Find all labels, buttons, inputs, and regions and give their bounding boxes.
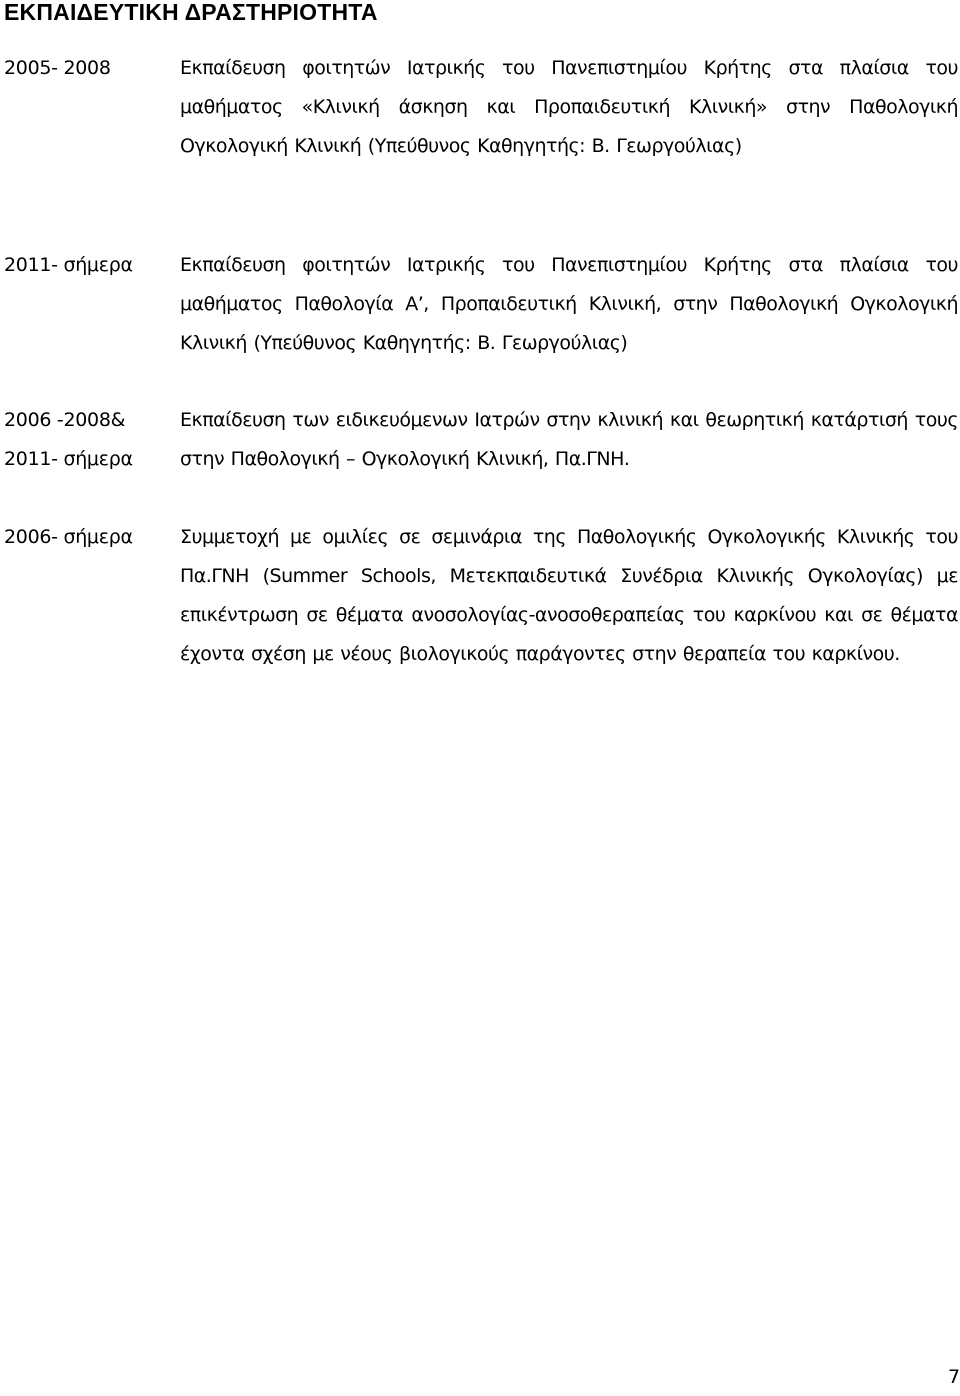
entry-date [4, 518, 174, 557]
entry-text: Εκπαίδευση των ειδικευόμενων Ιατρών στην κλινική και θεωρητική κατάρτισή τους στην Παθολογική – Ογκολογική Κλινική, Πα.ΓΝΗ. [180, 409, 958, 470]
section-title: ΕΚΠΑΙΔΕΥΤΙΚΗ ΔΡΑΣΤΗΡΙΟΤΗΤΑ [4, 0, 378, 25]
entry-date-line: 2011- σήμερα [4, 448, 133, 470]
entry-date [4, 401, 174, 479]
entry-date [4, 246, 174, 285]
entry-date-line: 2005- 2008 [4, 57, 111, 79]
page-number: 7 [948, 1366, 960, 1388]
entry-text: Συμμετοχή με ομιλίες σε σεμινάρια της Παθολογικής Ογκολογικής Κλινικής του Πα.ΓΝΗ (Summer Schools, Μετεκπαιδευτικά Συνέδρια Κλινικής Ογκολογίας) με επικέντρωση σε θέματα ανοσολογίας-ανοσοθεραπείας του καρκίνου και σε θέματα έχοντα σχέση με νέους βιολογικούς παράγοντες στην θεραπεία του καρκίνου. [180, 526, 958, 665]
entry-date-line: 2011- σήμερα [4, 254, 133, 276]
entry-text: Εκπαίδευση φοιτητών Ιατρικής του Πανεπιστημίου Κρήτης στα πλαίσια του μαθήματος Παθολογία Α’, Προπαιδευτική Κλινική, στην Παθολογική Ογκολογική Κλινική (Υπεύθυνος Καθηγητής: Β. Γεωργούλιας) [180, 254, 958, 354]
entry-date-line: 2006- σήμερα [4, 526, 133, 548]
entry-date [4, 49, 174, 88]
entry-date-line: 2006 -2008& [4, 409, 126, 431]
entry-text: Εκπαίδευση φοιτητών Ιατρικής του Πανεπιστημίου Κρήτης στα πλαίσια του μαθήματος «Κλινική άσκηση και Προπαιδευτική Κλινική» στην Παθολογική Ογκολογική Κλινική (Υπεύθυνος Καθηγητής: Β. Γεωργούλιας) [180, 57, 958, 157]
